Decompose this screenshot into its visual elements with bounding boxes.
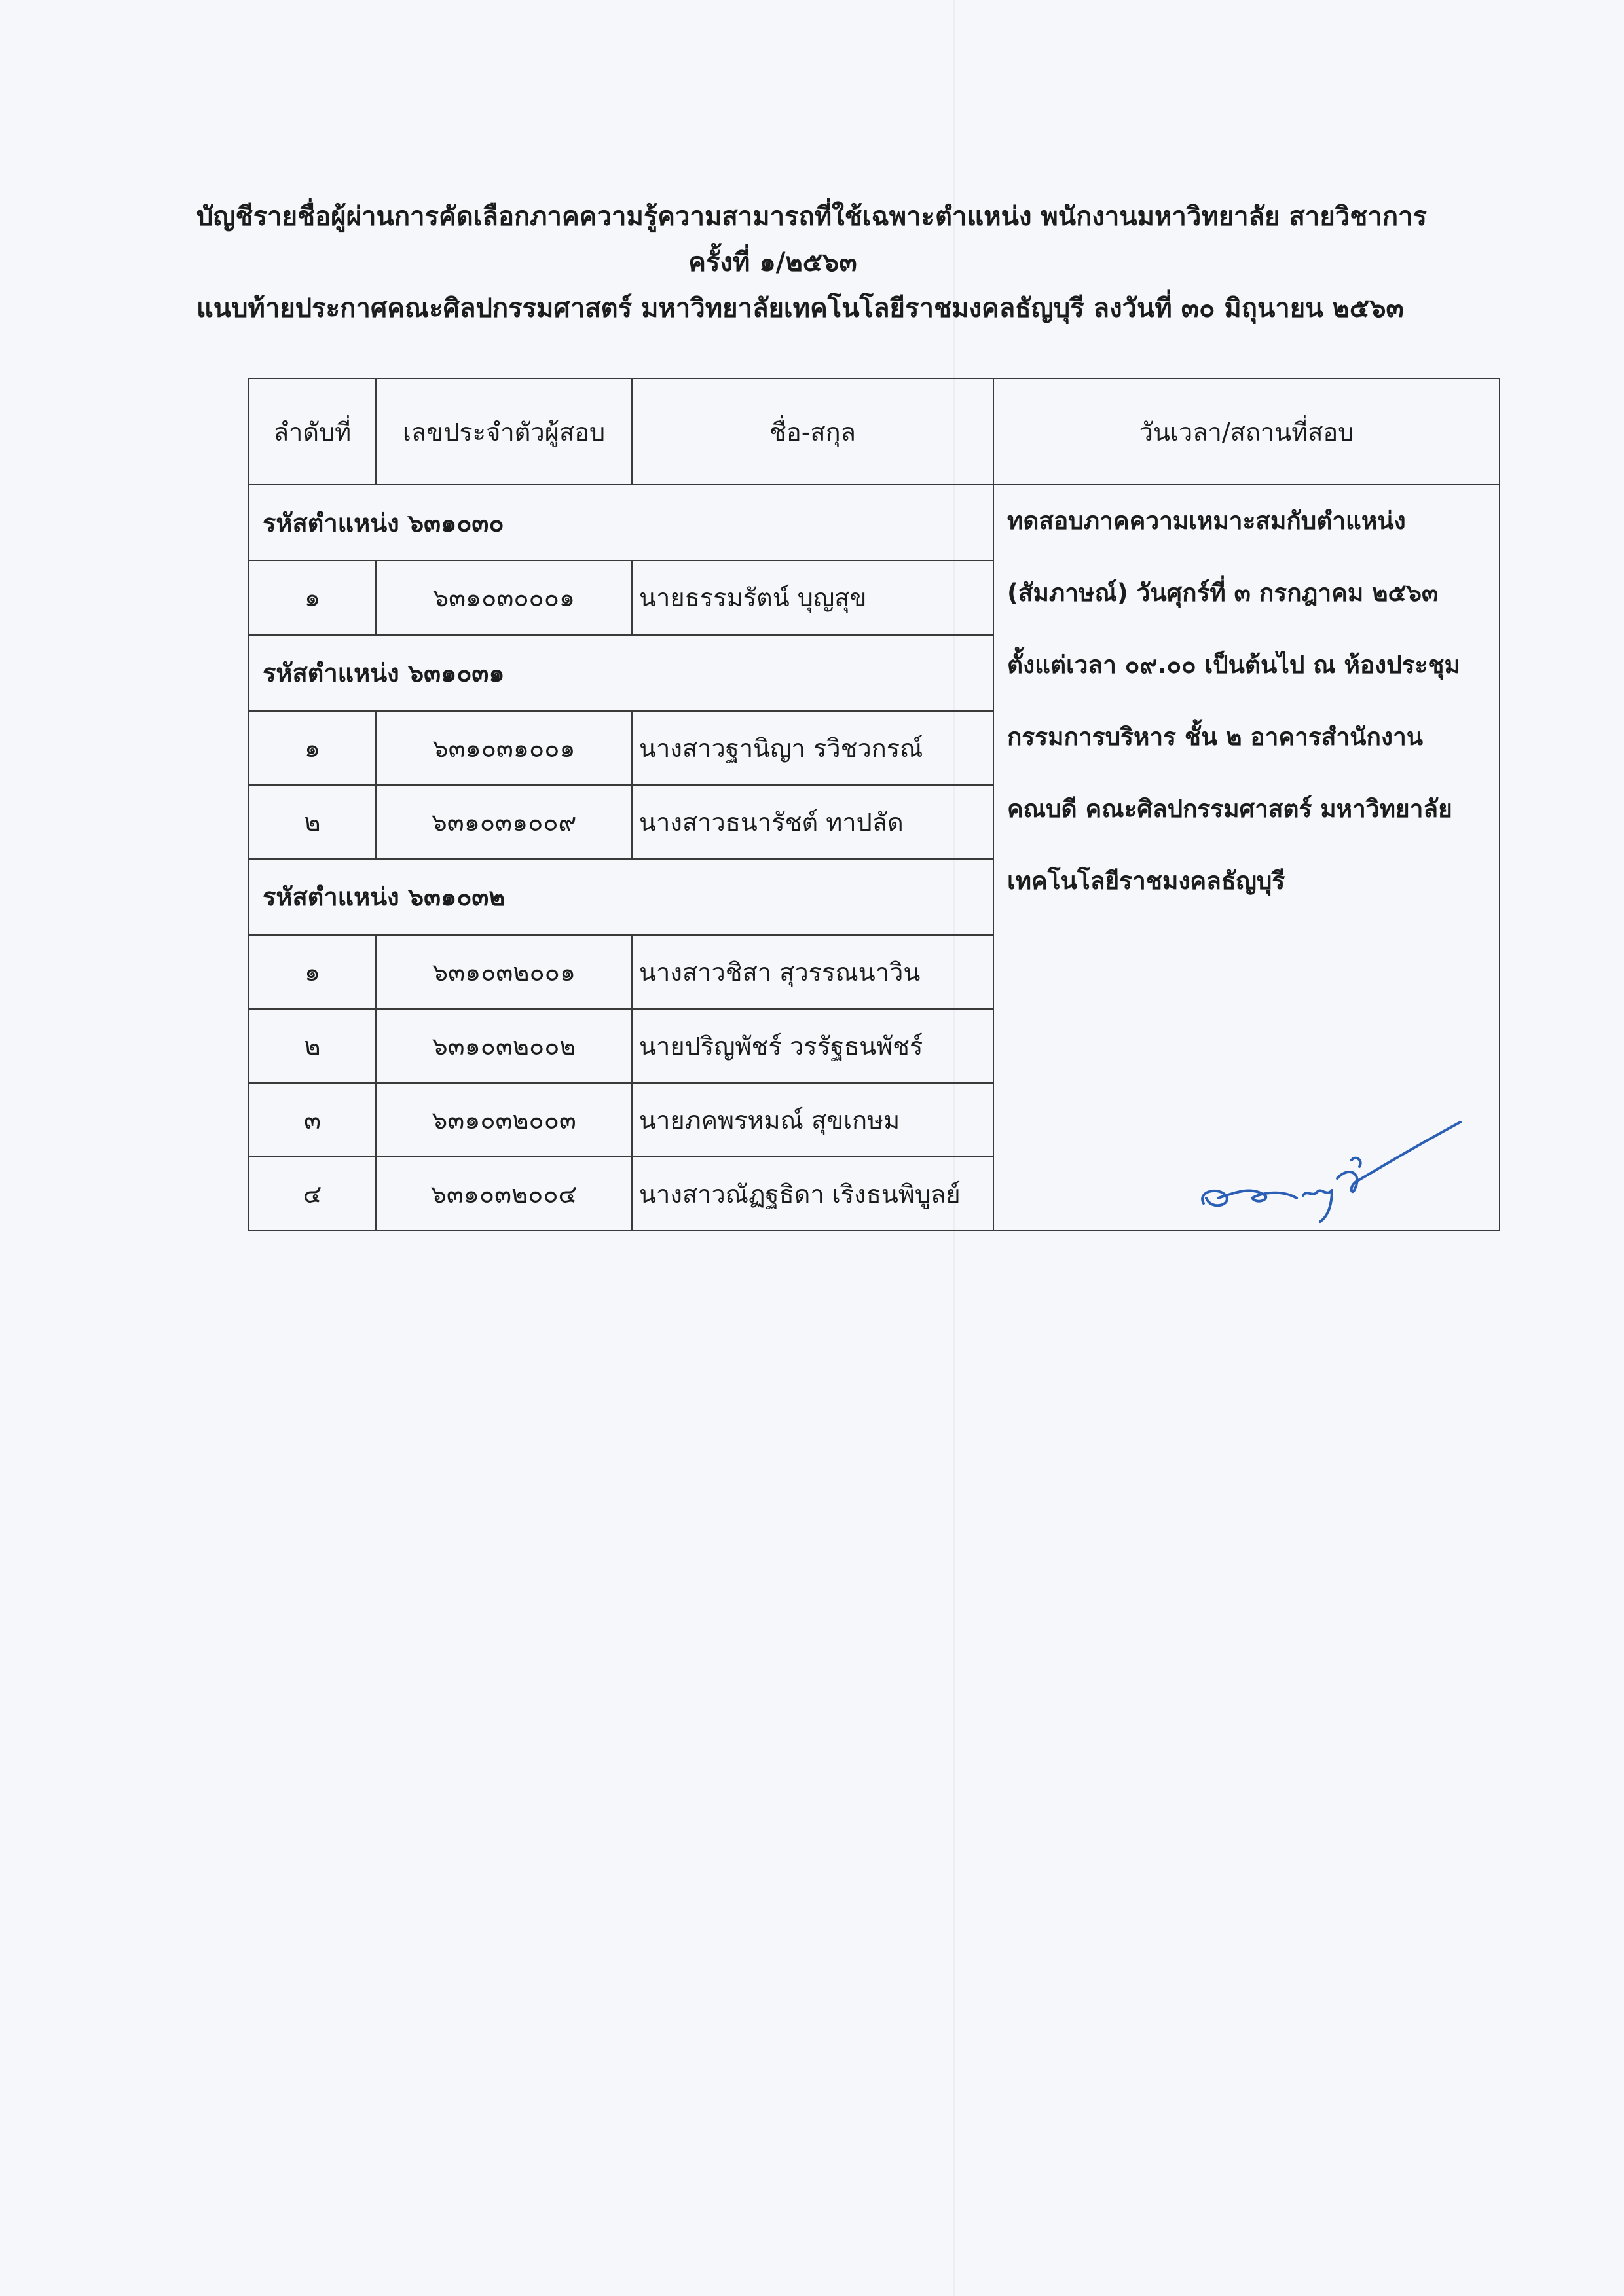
sequence-number: ๓: [249, 1083, 376, 1157]
sequence-number: ๑: [249, 711, 376, 785]
position-group-row: [249, 484, 1500, 560]
sequence-number: ๔: [249, 1157, 376, 1231]
column-header-schedule: วันเวลา/สถานที่สอบ: [993, 378, 1500, 484]
exam-id: ๖๓๑๐๓๒๐๐๔: [376, 1157, 632, 1231]
candidate-name: นางสาวฐานิญา รวิชวกรณ์: [632, 711, 993, 785]
position-code: รหัสตำแหน่ง ๖๓๑๐๓๐: [249, 484, 993, 560]
sequence-number: ๑: [249, 935, 376, 1009]
candidate-name: นายธรรมรัตน์ บุญสุข: [632, 560, 993, 634]
column-header-exam-id: เลขประจำตัวผู้สอบ: [376, 378, 632, 484]
document-title: บัญชีรายชื่อผู้ผ่านการคัดเลือกภาคความรู้ความสามารถที่ใช้เฉพาะตำแหน่ง พนักงานมหาวิทยาลัย สายวิชาการ: [196, 202, 1428, 232]
exam-schedule-line: กรรมการบริหาร ชั้น ๒ อาคารสำนักงาน: [1007, 723, 1424, 752]
table-header-row: [249, 378, 1500, 484]
exam-schedule-line: ตั้งแต่เวลา ๐๙.๐๐ เป็นต้นไป ณ ห้องประชุม: [1007, 651, 1460, 680]
candidate-name: นางสาวณัฏฐธิดา เริงธนพิบูลย์: [632, 1157, 993, 1231]
sequence-number: ๒: [249, 785, 376, 859]
candidate-name: นายภคพรหมณ์ สุขเกษม: [632, 1083, 993, 1157]
announcement-reference: แนบท้ายประกาศคณะศิลปกรรมศาสตร์ มหาวิทยาลัยเทคโนโลยีราชมงคลธัญบุรี ลงวันที่ ๓๐ มิถุนายน ๒๕๖๓: [196, 293, 1404, 323]
column-header-sequence: ลำดับที่: [249, 378, 376, 484]
exam-id: ๖๓๑๐๓๒๐๐๓: [376, 1083, 632, 1157]
exam-schedule-line: (สัมภาษณ์) วันศุกร์ที่ ๓ กรกฎาคม ๒๕๖๓: [1007, 579, 1439, 608]
exam-schedule-line: ทดสอบภาคความเหมาะสมกับตำแหน่ง: [1007, 507, 1406, 536]
exam-id: ๖๓๑๐๓๒๐๐๑: [376, 935, 632, 1009]
exam-id: ๖๓๑๐๓๒๐๐๒: [376, 1009, 632, 1083]
candidate-name: นางสาวชิสา สุวรรณนาวิน: [632, 935, 993, 1009]
exam-id: ๖๓๑๐๓๐๐๐๑: [376, 560, 632, 634]
exam-id: ๖๓๑๐๓๑๐๐๑: [376, 711, 632, 785]
position-code: รหัสตำแหน่ง ๖๓๑๐๓๑: [249, 635, 993, 711]
sequence-number: ๒: [249, 1009, 376, 1083]
candidate-name: นางสาวธนารัชต์ ทาปลัด: [632, 785, 993, 859]
position-code: รหัสตำแหน่ง ๖๓๑๐๓๒: [249, 859, 993, 935]
round-number: ครั้งที่ ๑/๒๕๖๓: [688, 247, 857, 278]
signature: [1192, 1100, 1467, 1231]
exam-id: ๖๓๑๐๓๑๐๐๙: [376, 785, 632, 859]
sequence-number: ๑: [249, 560, 376, 634]
exam-schedule-line: เทคโนโลยีราชมงคลธัญบุรี: [1007, 867, 1285, 896]
column-header-name: ชื่อ-สกุล: [632, 378, 993, 484]
exam-schedule-line: คณบดี คณะศิลปกรรมศาสตร์ มหาวิทยาลัย: [1007, 795, 1452, 824]
candidate-name: นายปริญพัชร์ วรรัฐธนพัชร์: [632, 1009, 993, 1083]
